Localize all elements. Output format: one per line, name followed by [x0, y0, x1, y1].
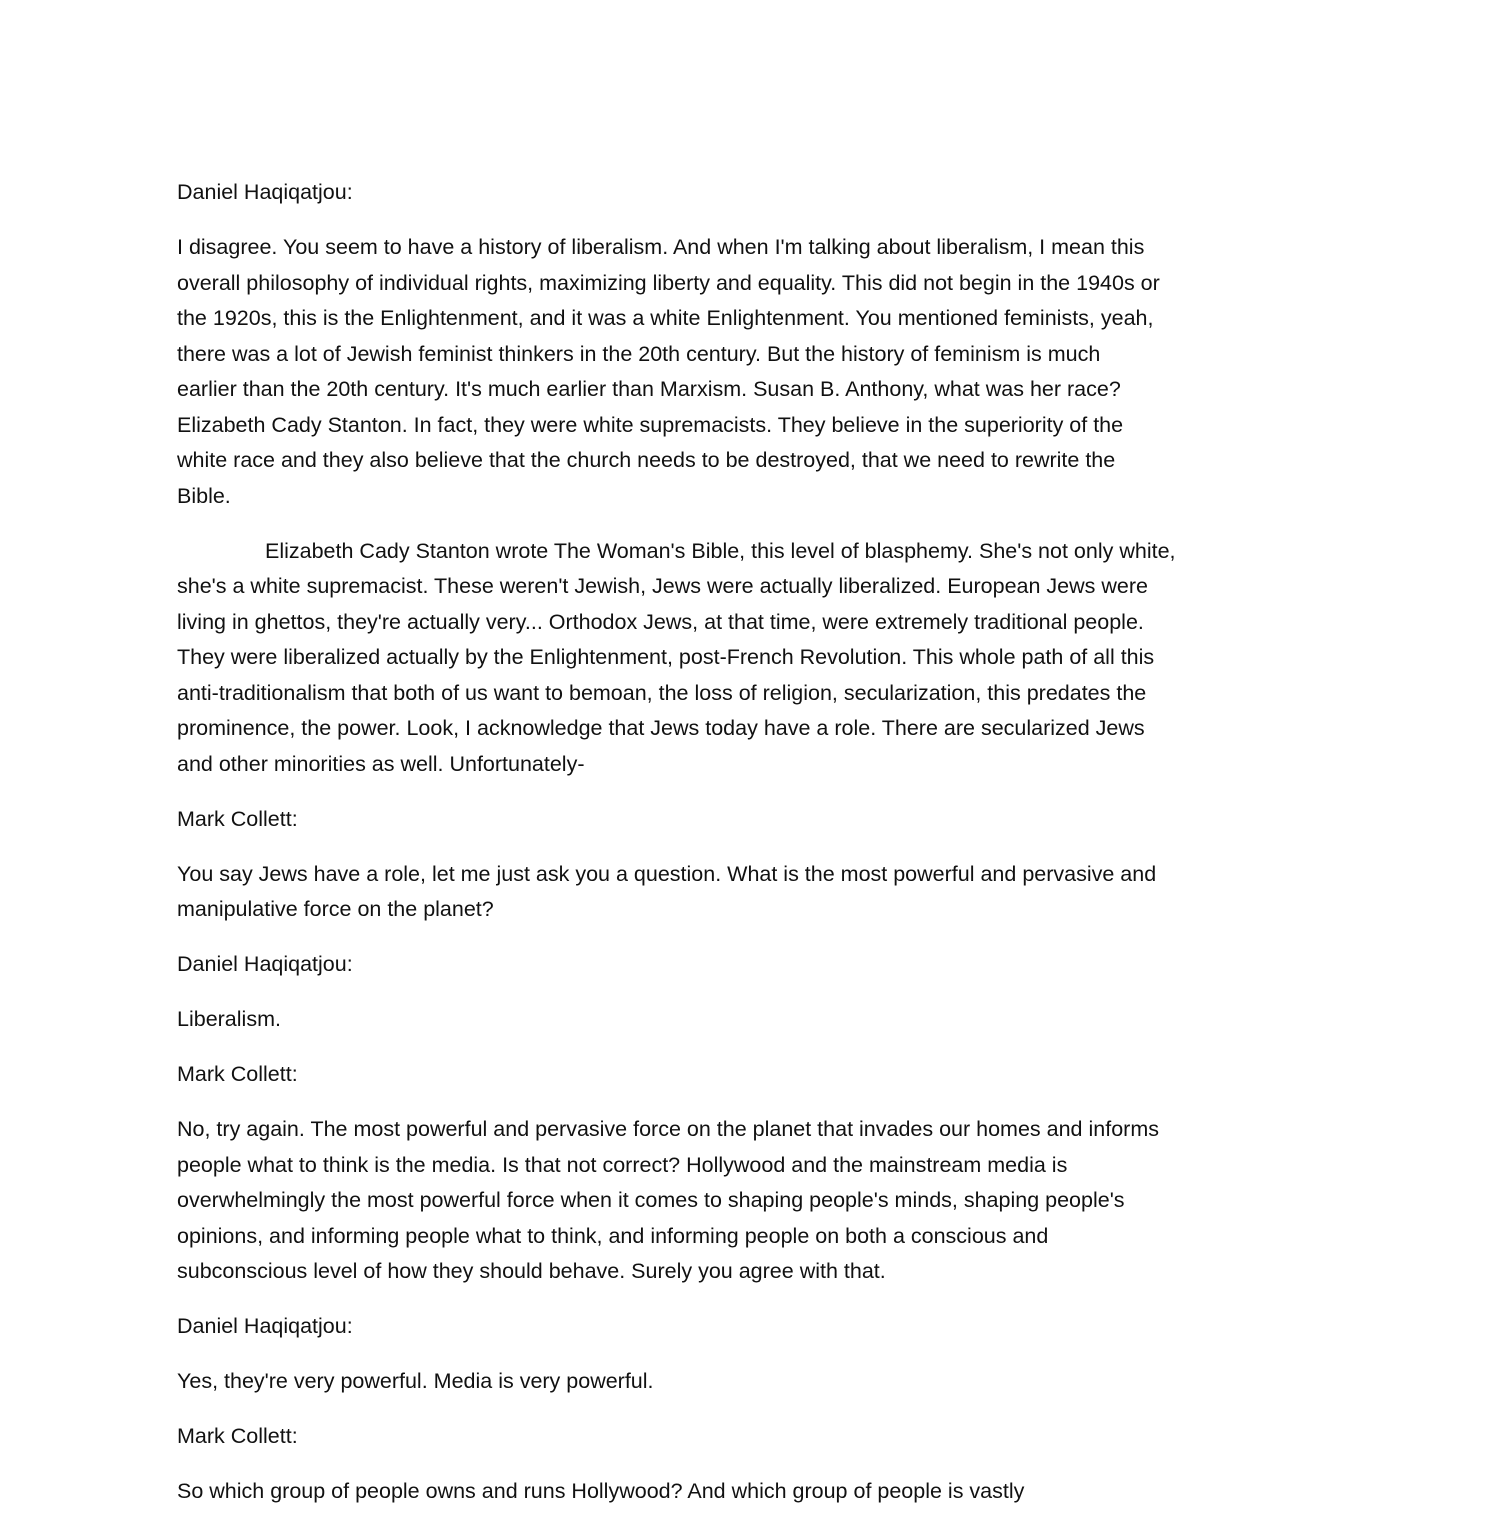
text-line: Mark Collett:: [177, 1424, 298, 1448]
text-line: anti-traditionalism that both of us want to bemoan, the loss of religion, secularization, this predates the: [177, 680, 1147, 705]
speaker-label: [177, 175, 1327, 211]
text-line: Elizabeth Cady Stanton wrote The Woman's Bible, this level of blasphemy. She's not only white,: [265, 538, 1176, 563]
transcript-paragraph: [177, 1002, 1327, 1038]
text-line: Daniel Haqiqatjou:: [177, 180, 353, 204]
text-line: overwhelmingly the most powerful force when it comes to shaping people's minds, shaping people's: [177, 1188, 1125, 1212]
transcript-paragraph: [177, 1364, 1327, 1400]
transcript-paragraph: [177, 1474, 1327, 1510]
document-page: [177, 175, 1327, 1529]
text-line: Liberalism.: [177, 1007, 281, 1031]
text-line: Mark Collett:: [177, 1062, 298, 1086]
text-line: earlier than the 20th century. It's much earlier than Marxism. Susan B. Anthony, what was her race?: [177, 377, 1121, 401]
text-line: Elizabeth Cady Stanton. In fact, they were white supremacists. They believe in the superiority of the: [177, 412, 1124, 437]
text-line: and other minorities as well. Unfortunately-: [177, 751, 585, 776]
speaker-label: [177, 1419, 1327, 1455]
text-line: They were liberalized actually by the Enlightenment, post-French Revolution. This whole path of all this: [177, 645, 1155, 669]
text-line: people what to think is the media. Is that not correct? Hollywood and the mainstream media is: [177, 1152, 1068, 1177]
text-line: Mark Collett:: [177, 806, 298, 831]
speaker-label: [177, 947, 1327, 983]
text-line: Daniel Haqiqatjou:: [177, 952, 353, 976]
transcript-paragraph: [177, 857, 1327, 928]
text-line: prominence, the power. Look, I acknowledge that Jews today have a role. There are secularized Jews: [177, 716, 1145, 740]
text-line: living in ghettos, they're actually very... Orthodox Jews, at that time, were extremely traditional people.: [177, 609, 1144, 634]
transcript-paragraph: [177, 230, 1327, 514]
transcript-paragraph: [177, 1112, 1327, 1290]
text-line: opinions, and informing people what to think, and informing people on both a conscious and: [177, 1223, 1049, 1248]
text-line: You say Jews have a role, let me just ask you a question. What is the most powerful and pervasive and: [177, 861, 1157, 886]
text-line: the 1920s, this is the Enlightenment, and it was a white Enlightenment. You mentioned feminists, yeah,: [177, 306, 1154, 330]
text-line: subconscious level of how they should behave. Surely you agree with that.: [177, 1259, 886, 1283]
text-line: Bible.: [177, 483, 231, 508]
text-line: So which group of people owns and runs Hollywood? And which group of people is vastly: [177, 1479, 1025, 1503]
text-line: I disagree. You seem to have a history of liberalism. And when I'm talking about liberalism, I mean this: [177, 235, 1145, 259]
text-line: white race and they also believe that the church needs to be destroyed, that we need to rewrite the: [177, 448, 1116, 472]
speaker-label: [177, 1057, 1327, 1093]
text-line: Daniel Haqiqatjou:: [177, 1314, 353, 1338]
text-line: overall philosophy of individual rights, maximizing liberty and equality. This did not begin in the 1940s or: [177, 270, 1160, 295]
speaker-label: [177, 802, 1327, 838]
text-line: No, try again. The most powerful and pervasive force on the planet that invades our homes and informs: [177, 1117, 1159, 1141]
text-line: there was a lot of Jewish feminist thinkers in the 20th century. But the history of feminism is much: [177, 341, 1101, 366]
text-line: she's a white supremacist. These weren't Jewish, Jews were actually liberalized. European Jews were: [177, 574, 1148, 598]
transcript-paragraph: [177, 534, 1327, 783]
text-line: Yes, they're very powerful. Media is very powerful.: [177, 1369, 654, 1393]
speaker-label: [177, 1309, 1327, 1345]
text-line: manipulative force on the planet?: [177, 897, 494, 921]
